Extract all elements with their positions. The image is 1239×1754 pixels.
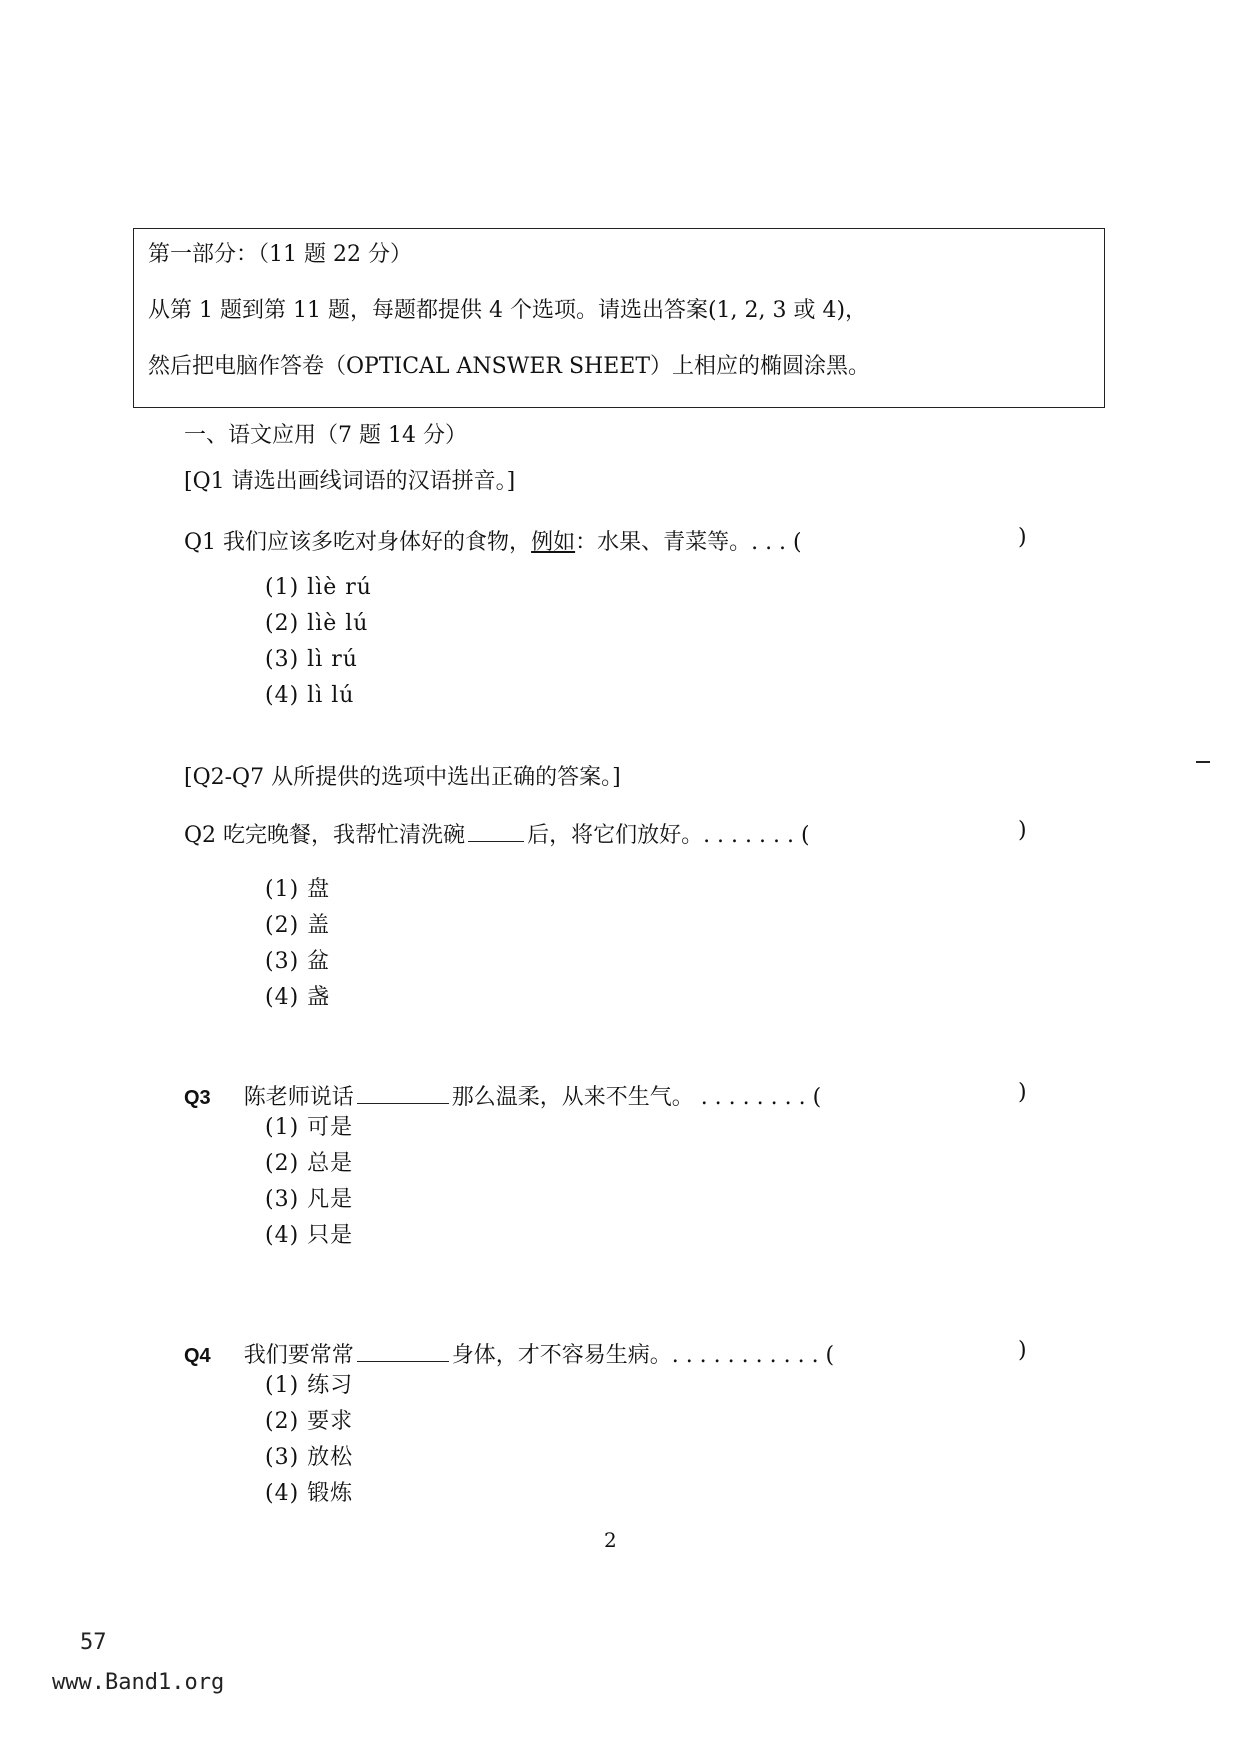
q2-option-3: (3) 盆 bbox=[265, 949, 331, 974]
q3-option-2: (2) 总是 bbox=[265, 1151, 354, 1176]
question-text: 吃完晚餐，我帮忙清洗碗 bbox=[223, 823, 466, 848]
section-title: 一、语文应用（7 题 14 分） bbox=[184, 423, 467, 448]
question-text-end: 后，将它们放好。. . . . . . . ( bbox=[527, 823, 810, 848]
answer-paren-close: ) bbox=[1018, 525, 1027, 550]
question-text-end: 那么温柔，从来不生气。 . . . . . . . . ( bbox=[451, 1085, 822, 1110]
instruction-line-1: 从第 1 题到第 11 题，每题都提供 4 个选项。请选出答案(1, 2, 3 或 4)， bbox=[148, 298, 868, 323]
answer-paren-close: ) bbox=[1018, 818, 1027, 843]
instruction-box bbox=[133, 228, 1105, 408]
answer-paren-close: ) bbox=[1018, 1080, 1027, 1105]
answer-paren-close: ) bbox=[1018, 1338, 1027, 1363]
question-2 bbox=[184, 818, 810, 849]
q3-option-1: (1) 可是 bbox=[265, 1115, 354, 1140]
section-instruction: [Q1 请选出画线词语的汉语拼音。] bbox=[184, 469, 516, 494]
q4-option-3: (3) 放松 bbox=[265, 1445, 354, 1470]
q1-option-1: (1) lìè rú bbox=[265, 575, 372, 600]
q1-option-2: (2) lìè lú bbox=[265, 611, 369, 636]
question-text: 陈老师说话 bbox=[243, 1085, 354, 1110]
answer-blank bbox=[357, 1085, 449, 1104]
question-1 bbox=[184, 525, 802, 556]
q2-option-2: (2) 盖 bbox=[265, 913, 331, 938]
q2-option-1: (1) 盘 bbox=[265, 877, 331, 902]
question-text-end: ：水果、青菜等。. . . ( bbox=[575, 530, 802, 555]
answer-blank bbox=[468, 823, 524, 842]
q3-option-4: (4) 只是 bbox=[265, 1223, 354, 1248]
question-number: Q2 bbox=[184, 823, 217, 848]
q1-option-4: (4) lì lú bbox=[265, 683, 355, 708]
question-number: Q1 bbox=[184, 530, 217, 555]
question-number: Q3 bbox=[184, 1087, 211, 1109]
instruction-line-2: 然后把电脑作答卷（OPTICAL ANSWER SHEET）上相应的椭圆涂黑。 bbox=[148, 354, 871, 379]
q3-option-3: (3) 凡是 bbox=[265, 1187, 354, 1212]
footer-site: www.Band1.org bbox=[52, 1670, 225, 1695]
question-text: 我们要常常 bbox=[243, 1343, 354, 1368]
question-number: Q4 bbox=[184, 1345, 211, 1367]
question-3 bbox=[184, 1080, 821, 1111]
question-4 bbox=[184, 1338, 834, 1369]
part-heading: 第一部分：（11 题 22 分） bbox=[148, 242, 412, 267]
q4-option-2: (2) 要求 bbox=[265, 1409, 354, 1434]
question-text: 我们应该多吃对身体好的食物， bbox=[223, 530, 532, 555]
section-instruction-2: [Q2-Q7 从所提供的选项中选出正确的答案。] bbox=[184, 765, 621, 790]
answer-blank bbox=[357, 1343, 449, 1362]
question-text-end: 身体，才不容易生病。. . . . . . . . . . . ( bbox=[451, 1343, 835, 1368]
q1-option-3: (3) lì rú bbox=[265, 647, 358, 672]
q4-option-4: (4) 锻炼 bbox=[265, 1481, 354, 1506]
scan-mark bbox=[1196, 761, 1210, 763]
footer-number: 57 bbox=[80, 1630, 107, 1655]
q4-option-1: (1) 练习 bbox=[265, 1373, 354, 1398]
page-number: 2 bbox=[604, 1528, 617, 1552]
underlined-word: 例如 bbox=[531, 530, 576, 555]
q2-option-4: (4) 盏 bbox=[265, 985, 331, 1010]
